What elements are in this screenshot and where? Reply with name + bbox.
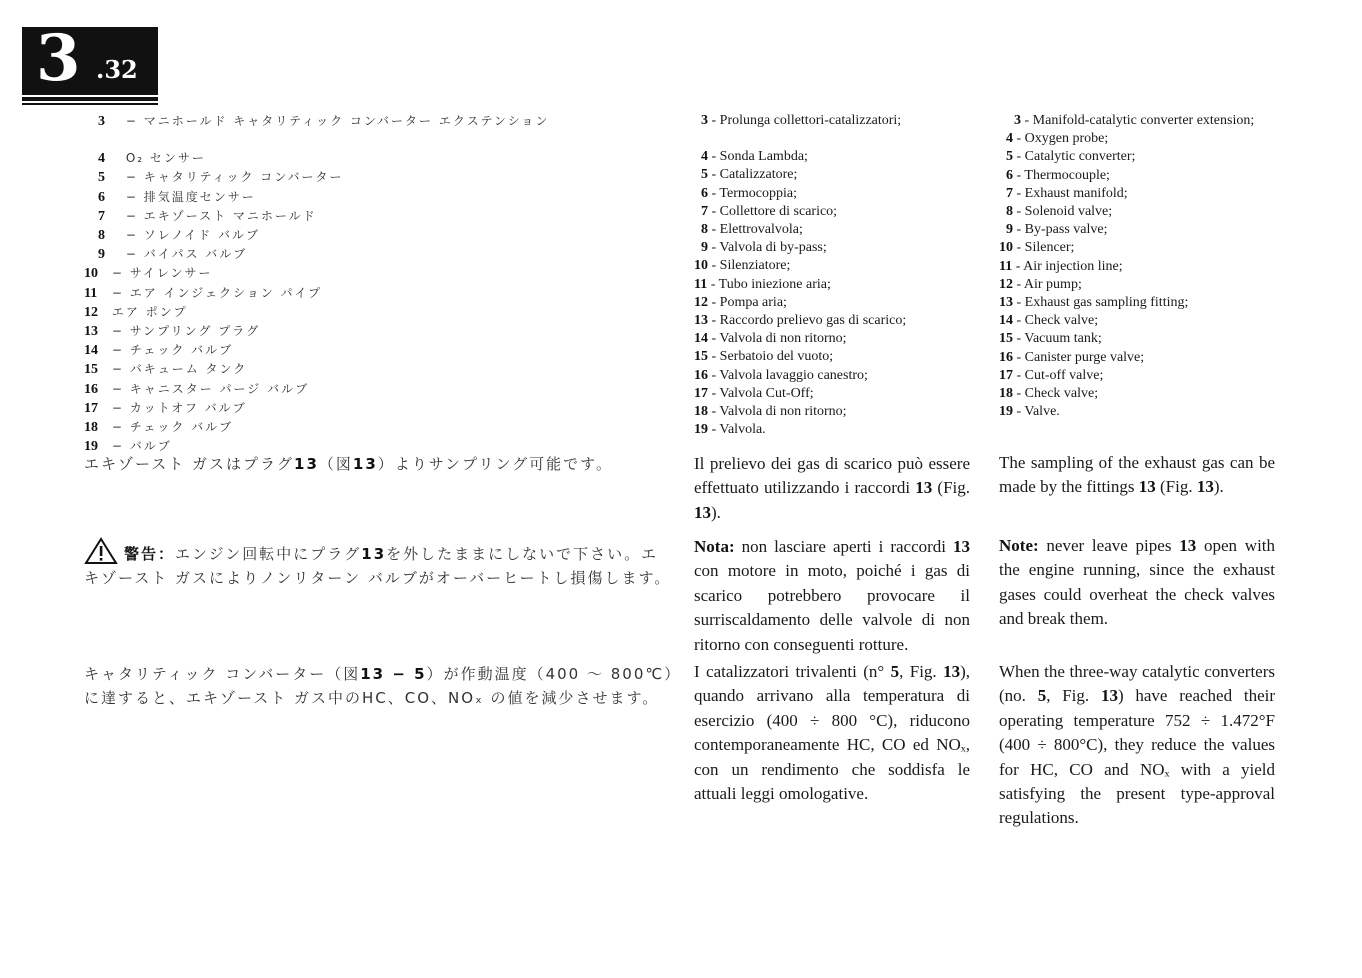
japanese-sampling-text: エキゾースト ガスはプラグ13（図13）よりサンプリング可能です。 <box>84 455 613 473</box>
list-item: 17 - Cut-off valve; <box>999 367 1104 383</box>
italian-catalytic-text: I catalizzatori trivalenti (n° 5, Fig. 13), quando arrivano alla temperatura di esercizio (400 ÷ 800 °C), riducono contemporaneamente HC, CO ed NOₓ, con un rendimento che soddisfa le attuali leggi omologative. <box>694 662 970 804</box>
list-item: 19 - Valvola. <box>694 422 766 438</box>
list-item: 11 − エア インジェクション パイプ <box>84 285 323 301</box>
list-item: 17 − カットオフ バルブ <box>84 400 247 416</box>
list-item: 8 − ソレノイド バルブ <box>98 228 260 244</box>
header-rule <box>22 97 158 101</box>
list-item: 19 - Valve. <box>999 404 1060 420</box>
list-item: 4 - Sonda Lambda; <box>701 149 808 165</box>
list-item: 3 - Prolunga collettori-catalizzatori; <box>701 113 902 128</box>
list-item: 13 - Raccordo prelievo gas di scarico; <box>694 313 907 329</box>
list-item: 3 − マニホールド キャタリティック コンバーター エクステンション <box>98 114 550 129</box>
italian-column <box>694 112 972 439</box>
list-item: 3 - Manifold-catalytic converter extension; <box>1014 113 1255 128</box>
english-legend <box>999 112 1279 421</box>
section-badge <box>22 21 158 96</box>
list-spacer <box>84 131 674 149</box>
list-item: 10 - Silencer; <box>999 240 1075 256</box>
italian-legend <box>694 112 972 439</box>
list-item: 6 - Thermocouple; <box>1006 167 1110 183</box>
list-item: 10 − サイレンサー <box>84 266 213 282</box>
list-item: 14 - Check valve; <box>999 313 1099 329</box>
list-item: 4 O₂ センサー <box>98 151 206 167</box>
japanese-legend <box>84 112 674 456</box>
list-item: 8 - Solenoid valve; <box>1006 204 1113 220</box>
english-catalytic-text: When the three-way catalytic converters (no. 5, Fig. 13) have reached their operating temperature 752 ÷ 1.472°F (400 ÷ 800°C), they reduce the values for HC, CO and NOₓ with a yield satisfying the present type-approval regulations. <box>999 662 1276 828</box>
list-item: 10 - Silenziatore; <box>694 258 791 274</box>
list-item: 7 - Exhaust manifold; <box>1006 185 1128 201</box>
list-item: 12 - Air pump; <box>999 276 1082 292</box>
italian-sampling-text: Il prelievo dei gas di scarico può essere effettuato utilizzando i raccordi 13 (Fig. 13). <box>694 454 971 522</box>
list-spacer <box>694 130 972 148</box>
list-item: 7 − エキゾースト マニホールド <box>98 208 317 224</box>
japanese-column <box>84 112 674 456</box>
list-item: 15 - Serbatoio del vuoto; <box>694 349 834 365</box>
list-item: 16 - Valvola lavaggio canestro; <box>694 367 868 383</box>
list-item: 11 - Air injection line; <box>999 258 1123 274</box>
list-item: 15 − バキューム タンク <box>84 362 248 378</box>
japanese-catalytic-text: キャタリティック コンバーター（図13 − 5）が作動温度（400 ～ 800℃）に達すると、エキゾースト ガス中のHC、CO、NOₓ の値を減少させます。 <box>84 665 674 707</box>
english-column <box>999 112 1279 421</box>
list-item: 4 - Oxygen probe; <box>1006 131 1109 147</box>
list-item: 5 - Catalytic converter; <box>1006 149 1136 165</box>
english-note-text: Note: never leave pipes 13 open with the engine running, since the exhaust gases could overheat the check valves and break them. <box>999 536 1276 629</box>
list-item: 6 − 排気温度センサー <box>98 189 256 205</box>
list-item: 17 - Valvola Cut-Off; <box>694 385 814 401</box>
list-item: 18 - Check valve; <box>999 386 1099 402</box>
list-item: 18 − チェック バルブ <box>84 420 234 436</box>
list-item: 9 - By-pass valve; <box>1006 222 1108 238</box>
list-item: 12 - Pompa aria; <box>694 294 787 310</box>
section-number: 3 <box>36 21 81 96</box>
list-item: 8 - Elettrovalvola; <box>701 222 803 238</box>
list-item: 19 − バルブ <box>84 439 172 455</box>
list-item: 9 − バイパス バルブ <box>98 247 248 263</box>
list-item: 15 - Vacuum tank; <box>999 331 1102 347</box>
list-item: 9 - Valvola di by-pass; <box>701 240 827 256</box>
list-item: 18 - Valvola di non ritorno; <box>694 404 847 420</box>
list-item: 16 - Canister purge valve; <box>999 349 1145 365</box>
list-item: 11 - Tubo iniezione aria; <box>694 276 831 292</box>
list-item: 7 - Collettore di scarico; <box>701 203 838 219</box>
page-number: .32 <box>96 55 138 84</box>
japanese-warning-text: 警告：エンジン回転中にプラグ13を外したままにしないで下さい。エキゾースト ガスによりノンリターン バルブがオーバーヒートし損傷します。 <box>84 537 672 590</box>
list-item: 12 エア ポンプ <box>84 304 188 320</box>
list-item: 13 - Exhaust gas sampling fitting; <box>999 295 1189 311</box>
header-rule-thin <box>22 103 158 105</box>
list-item: 13 − サンプリング プラグ <box>84 324 261 340</box>
list-item: 14 - Valvola di non ritorno; <box>694 331 847 347</box>
list-item: 5 − キャタリティック コンバーター <box>98 170 344 186</box>
list-item: 6 - Termocoppia; <box>701 185 797 201</box>
warning-triangle-icon <box>84 537 118 565</box>
english-sampling-text: The sampling of the exhaust gas can be made by the fittings 13 (Fig. 13). <box>999 453 1275 497</box>
italian-note-text: Nota: non lasciare aperti i raccordi 13 con motore in moto, poiché i gas di scarico potrebbero provocare il surriscaldamento delle valvole di non ritorno con conseguenti rotture. <box>694 537 971 654</box>
list-item: 5 - Catalizzatore; <box>701 167 798 183</box>
list-item: 16 − キャニスター パージ バルブ <box>84 381 310 397</box>
list-item: 14 − チェック バルブ <box>84 343 234 359</box>
